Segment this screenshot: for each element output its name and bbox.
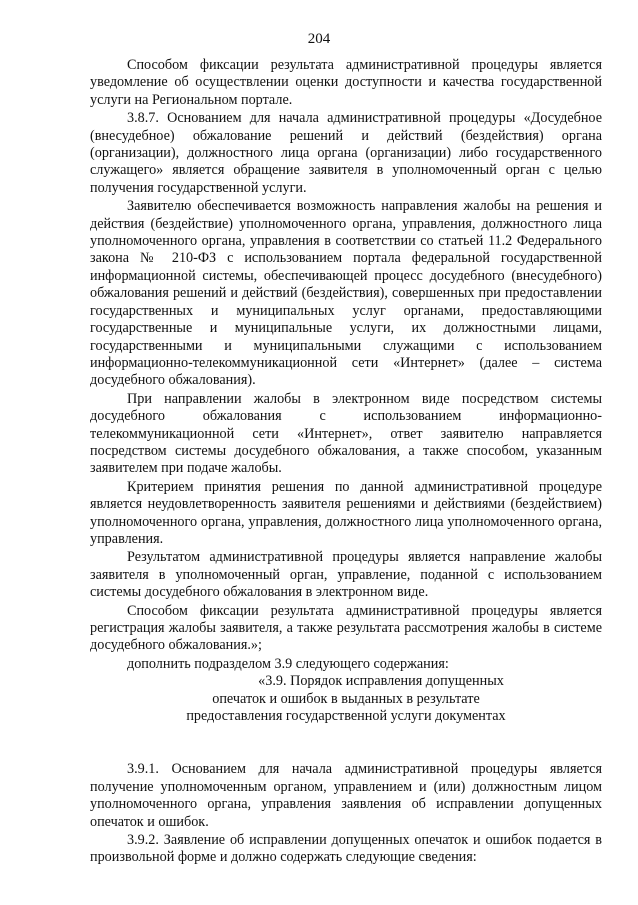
page-number: 204 — [307, 31, 331, 47]
section-heading-line-3: предоставления государственной услуги документах — [186, 708, 506, 725]
section-heading-line-1: «3.9. Порядок исправления допущенных — [258, 673, 504, 690]
paragraph-procedure-result: Результатом административной процедуры является направление жалобы заявителя в уполномоченный орган, управление, поданной с использованием системы досудебного обжалования в электронном виде. — [90, 549, 602, 601]
paragraph-complaint-possibility: Заявителю обеспечивается возможность направления жалобы на решения и действия (бездействие) уполномоченного органа, управления, должностного лица уполномоченного органа, управления в соответствии со статьей 11.2 Федерального закона № 210-ФЗ с использованием портала федеральной государственной информационной системы, обеспечивающей процесс досудебного (внесудебного) обжалования решений и действий (бездействия), совершенных при предоставлении государственных и муниципальных услуг органами, предоставляющими государственные и муниципальные услуги, их должностными лицами, государственными и муниципальными служащими с использованием информационно-телекоммуникационной сети «Интернет» (далее – система досудебного обжалования). — [90, 198, 602, 389]
paragraph-result-fixation: Способом фиксации результата административной процедуры является регистрация жалобы заявителя, а также результата рассмотрения жалобы в системе досудебного обжалования.»; — [90, 602, 602, 654]
paragraph-electronic-complaint: При направлении жалобы в электронном виде посредством системы досудебного обжалования с использованием информационно-телекоммуникационной сети «Интернет», ответ заявителю направляется посредством системы досудебного обжалования, а также способом, указанным заявителем при подаче жалобы. — [90, 390, 602, 477]
section-heading-line-2: опечаток и ошибок в выданных в результате — [212, 690, 480, 707]
paragraph-decision-criterion: Критерием принятия решения по данной административной процедуре является неудовлетворенность заявителя решениями и действиями (бездействием) уполномоченного органа, управления, должностного лица уполномоченного органа, управления. — [90, 478, 602, 547]
paragraph-3-8-7: 3.8.7. Основанием для начала административной процедуры «Досудебное (внесудебное) обжалование решений и действий (бездействия) органа (организации), должностного лица органа (организации) либо государственного служащего» является обращение заявителя в уполномоченный орган с целью получения государственной услуги. — [90, 110, 602, 196]
document-body — [90, 57, 602, 868]
paragraph-3-9-2: 3.9.2. Заявление об исправлении допущенных опечаток и ошибок подается в произвольной форме и должно содержать следующие сведения: — [90, 832, 602, 866]
paragraph-fixation-result: Способом фиксации результата административной процедуры является уведомление об осуществлении оценки доступности и качества государственной услуги на Региональном портале. — [90, 57, 602, 108]
paragraph-add-subsection: дополнить подразделом 3.9 следующего содержания: — [127, 655, 449, 672]
paragraph-3-9-1: 3.9.1. Основанием для начала административной процедуры является получение уполномоченным органом, управлением и (или) должностным лицом уполномоченного органа, управления заявления об исправлении допущенных опечаток и ошибок. — [90, 761, 602, 830]
